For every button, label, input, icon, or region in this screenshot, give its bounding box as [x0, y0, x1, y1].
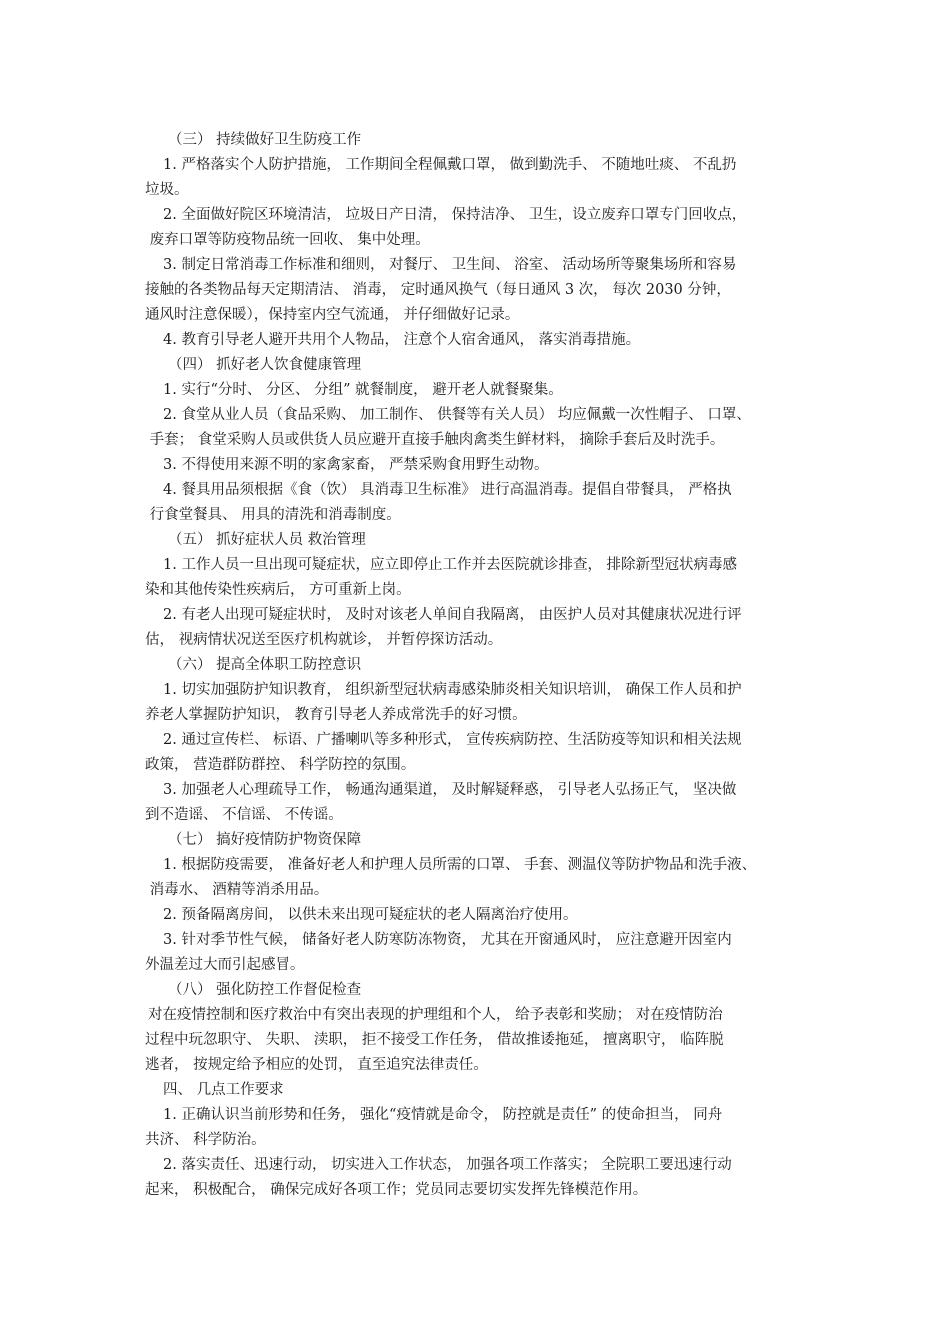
paragraph-line: 4. 教育引导老人避开共用个人物品， 注意个人宿舍通风， 落实消毒措施。: [163, 332, 641, 348]
section-heading-6: （六） 提高全体职工防控意识: [168, 657, 362, 673]
paragraph-line: 2. 通过宣传栏、 标语、广播喇叭等多种形式， 宣传疾病防控、生活防疫等知识和相关法规: [163, 732, 742, 748]
paragraph-line: 起来， 积极配合， 确保完成好各项工作；党员同志要切实发挥先锋模范作用。: [145, 1182, 648, 1198]
paragraph-line: 到不造谣、 不信谣、 不传谣。: [145, 807, 343, 823]
paragraph-line: 1. 切实加强防护知识教育， 组织新型冠状病毒感染肺炎相关知识培训， 确保工作人员和护: [163, 682, 742, 698]
paragraph-line: 估， 视病情状况送至医疗机构就诊， 并暂停探访活动。: [145, 632, 503, 648]
section-heading-8: （八） 强化防控工作督促检查: [168, 982, 362, 998]
paragraph-line: 2. 食堂从业人员（食品采购、 加工制作、 供餐等有关人员） 均应佩戴一次性帽子、 口罩、: [163, 407, 751, 423]
paragraph-line: 1. 根据防疫需要， 准备好老人和护理人员所需的口罩、 手套、测温仪等防护物品和洗手液、: [163, 857, 757, 873]
paragraph-line: 过程中玩忽职守、 失职、 渎职， 拒不接受工作任务， 借故推诿拖延， 擅离职守， 临阵脱: [145, 1032, 724, 1048]
paragraph-line: 3. 制定日常消毒工作标准和细则， 对餐厅、 卫生间、 浴室、 活动场所等聚集场所和容易: [163, 257, 737, 273]
paragraph-line: 通风时注意保暖），保持室内空气流通， 并仔细做好记录。: [145, 307, 520, 323]
paragraph-line: 养老人掌握防护知识， 教育引导老人养成常洗手的好习惯。: [145, 707, 527, 723]
paragraph-line: 接触的各类物品每天定期清洁、 消毒， 定时通风换气（每日通风 3 次， 每次 2030 分钟，: [145, 282, 731, 298]
section-heading-3: （三） 持续做好卫生防疫工作: [168, 132, 362, 148]
paragraph-line: 1. 工作人员一旦出现可疑症状，应立即停止工作并去医院就诊排查， 排除新型冠状病毒感: [163, 557, 738, 573]
paragraph-line: 2. 全面做好院区环境清洁， 垃圾日产日清， 保持洁净、 卫生，设立废弃口罩专门回收点，: [163, 207, 747, 223]
paragraph-line: 3. 加强老人心理疏导工作， 畅通沟通渠道， 及时解疑释惑， 引导老人弘扬正气， 坚决做: [163, 782, 737, 798]
paragraph-line: 1. 实行“分时、 分区、 分组” 就餐制度， 避开老人就餐聚集。: [163, 382, 563, 398]
paragraph-line: 2. 落实责任、迅速行动， 切实进入工作状态， 加强各项工作落实； 全院职工要迅速行动: [163, 1157, 732, 1173]
paragraph-line: 3. 针对季节性气候， 储备好老人防寒防冻物资， 尤其在开窗通风时， 应注意避开因室内: [163, 932, 732, 948]
paragraph-line: 消毒水、 酒精等消杀用品。: [145, 882, 329, 898]
paragraph-line: 4. 餐具用品须根据《食（饮） 具消毒卫生标准》 进行高温消毒。提倡自带餐具， 严格执: [163, 482, 732, 498]
paragraph-line: 垃圾。: [145, 182, 189, 198]
paragraph-line: 行食堂餐具、 用具的清洗和消毒制度。: [145, 507, 401, 523]
section-heading-requirements: 四、 几点工作要求: [163, 1082, 284, 1098]
paragraph-line: 染和其他传染性疾病后， 方可重新上岗。: [145, 582, 411, 598]
paragraph-line: 2. 有老人出现可疑症状时， 及时对该老人单间自我隔离， 由医护人员对其健康状况进行评: [163, 607, 742, 623]
section-heading-4: （四） 抓好老人饮食健康管理: [168, 357, 362, 373]
paragraph-line: 对在疫情控制和医疗救治中有突出表现的护理组和个人， 给予表彰和奖励； 对在疫情防治: [148, 1007, 723, 1023]
paragraph-line: 政策， 营造群防群控、 科学防控的氛围。: [145, 757, 416, 773]
paragraph-line: 废弃口罩等防疫物品统一回收、 集中处理。: [145, 232, 430, 248]
paragraph-line: 2. 预备隔离房间， 以供未来出现可疑症状的老人隔离治疗使用。: [163, 907, 578, 923]
paragraph-line: 逃者， 按规定给予相应的处罚， 直至追究法律责任。: [145, 1057, 488, 1073]
paragraph-line: 3. 不得使用来源不明的家禽家畜， 严禁采购食用野生动物。: [163, 457, 549, 473]
section-heading-5: （五） 抓好症状人员 救治管理: [168, 532, 366, 548]
paragraph-line: 1. 严格落实个人防护措施， 工作期间全程佩戴口罩， 做到勤洗手、 不随地吐痰、 不乱扔: [163, 157, 737, 173]
section-heading-7: （七） 搞好疫情防护物资保障: [168, 832, 362, 848]
paragraph-line: 外温差过大而引起感冒。: [145, 957, 305, 973]
paragraph-line: 手套； 食堂采购人员或供货人员应避开直接手触肉禽类生鲜材料， 摘除手套后及时洗手。: [145, 432, 725, 448]
paragraph-line: 共济、 科学防治。: [145, 1132, 266, 1148]
paragraph-line: 1. 正确认识当前形势和任务， 强化“疫情就是命令， 防控就是责任” 的使命担当， 同舟: [163, 1107, 723, 1123]
